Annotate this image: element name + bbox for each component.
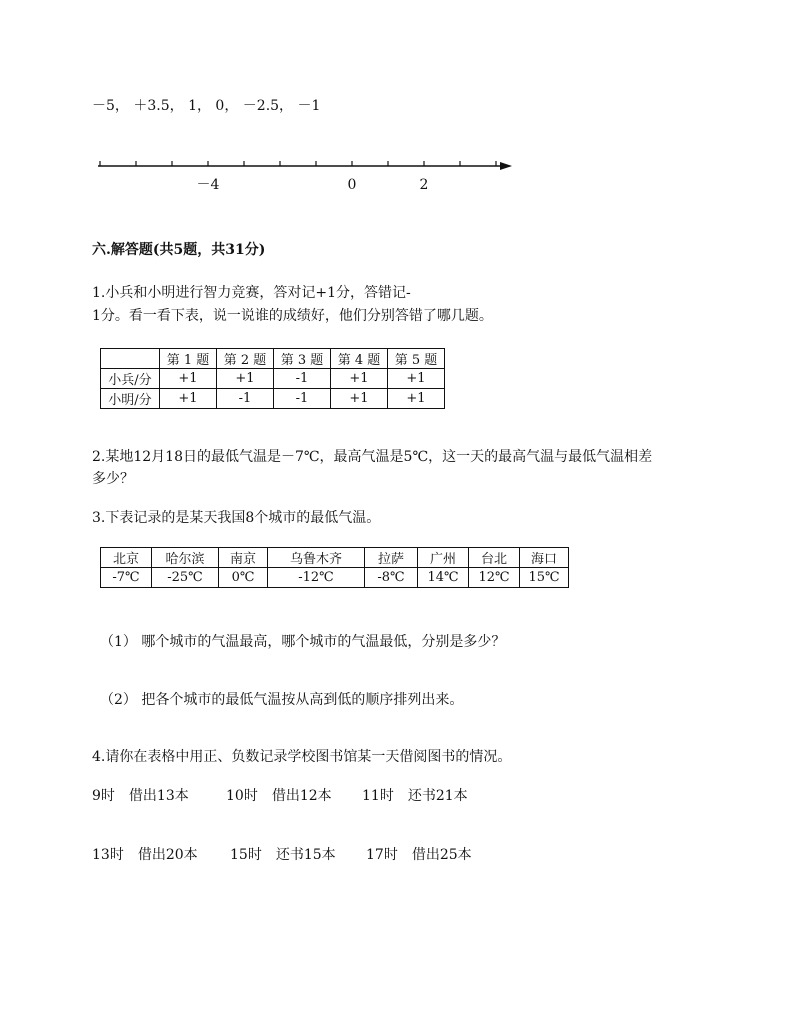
table-header: 第 1 题 bbox=[160, 349, 217, 369]
table-header: 广州 bbox=[418, 548, 469, 568]
table-header: 乌鲁木齐 bbox=[268, 548, 365, 568]
q4-text: 4.请你在表格中用正、负数记录学校图书馆某一天借阅图书的情况。 bbox=[92, 749, 512, 765]
table-cell: +1 bbox=[217, 369, 274, 389]
table-row bbox=[101, 389, 445, 409]
table-cell: -25℃ bbox=[152, 568, 219, 588]
city-temperature-table bbox=[100, 547, 569, 588]
table-cell: -1 bbox=[274, 369, 331, 389]
table-header: 拉萨 bbox=[365, 548, 418, 568]
table-header: 哈尔滨 bbox=[152, 548, 219, 568]
q2-text-line1: 2.某地12月18日的最低气温是－7℃，最高气温是5℃，这一天的最高气温与最低气温相差 bbox=[92, 449, 653, 465]
table-cell: -1 bbox=[274, 389, 331, 409]
q4-record-17h: 17时 借出25本 bbox=[366, 847, 472, 863]
table-row bbox=[101, 349, 445, 369]
q4-record-13h: 13时 借出20本 bbox=[92, 847, 198, 863]
table-header: 台北 bbox=[469, 548, 520, 568]
table-header: 第 5 题 bbox=[388, 349, 445, 369]
table-cell: -1 bbox=[217, 389, 274, 409]
q4-record-9h: 9时 借出13本 bbox=[92, 788, 189, 804]
q4-record-15h: 15时 还书15本 bbox=[230, 847, 336, 863]
q4-record-10h: 10时 借出12本 bbox=[226, 788, 332, 804]
number-line-arrow bbox=[500, 162, 512, 170]
number-line-label: 0 bbox=[347, 177, 357, 193]
table-cell: +1 bbox=[331, 389, 388, 409]
table-cell: +1 bbox=[160, 369, 217, 389]
table-cell: +1 bbox=[160, 389, 217, 409]
table-header: 第 3 题 bbox=[274, 349, 331, 369]
table-cell: 12℃ bbox=[469, 568, 520, 588]
table-header: 北京 bbox=[101, 548, 152, 568]
table-cell: 小明/分 bbox=[101, 389, 160, 409]
number-line-label: 2 bbox=[419, 177, 429, 193]
table-header: 第 2 题 bbox=[217, 349, 274, 369]
number-line bbox=[96, 150, 516, 200]
q3-text: 3.下表记录的是某天我国8个城市的最低气温。 bbox=[92, 510, 381, 526]
q3-sub-question-1: （1） 哪个城市的气温最高，哪个城市的气温最低，分别是多少？ bbox=[100, 634, 506, 650]
table-cell: +1 bbox=[388, 369, 445, 389]
table-row bbox=[101, 568, 569, 588]
table-cell: +1 bbox=[331, 369, 388, 389]
q4-record-11h: 11时 还书21本 bbox=[362, 788, 468, 804]
table-cell bbox=[101, 349, 160, 369]
q2-text-line2: 多少？ bbox=[92, 471, 134, 487]
table-cell: 小兵/分 bbox=[101, 369, 160, 389]
q1-text-line2: 1分。看一看下表，说一说谁的成绩好，他们分别答错了哪几题。 bbox=[92, 308, 493, 324]
table-cell: 15℃ bbox=[520, 568, 569, 588]
table-cell: -12℃ bbox=[268, 568, 365, 588]
table-row bbox=[101, 369, 445, 389]
q3-sub-question-2: （2） 把各个城市的最低气温按从高到低的顺序排列出来。 bbox=[100, 692, 464, 708]
table-cell: -8℃ bbox=[365, 568, 418, 588]
table-cell: 0℃ bbox=[219, 568, 268, 588]
section-title: 六.解答题(共5题，共31分) bbox=[92, 242, 266, 258]
table-header: 海口 bbox=[520, 548, 569, 568]
score-table bbox=[100, 348, 445, 409]
number-list: －5， ＋3.5， 1， 0， －2.5， －1 bbox=[92, 98, 321, 114]
table-header: 南京 bbox=[219, 548, 268, 568]
table-cell: +1 bbox=[388, 389, 445, 409]
q1-text-line1: 1.小兵和小明进行智力竞赛，答对记+1分，答错记- bbox=[92, 285, 411, 301]
table-row bbox=[101, 548, 569, 568]
table-cell: 14℃ bbox=[418, 568, 469, 588]
table-cell: -7℃ bbox=[101, 568, 152, 588]
table-header: 第 4 题 bbox=[331, 349, 388, 369]
number-line-label: －4 bbox=[196, 177, 220, 193]
